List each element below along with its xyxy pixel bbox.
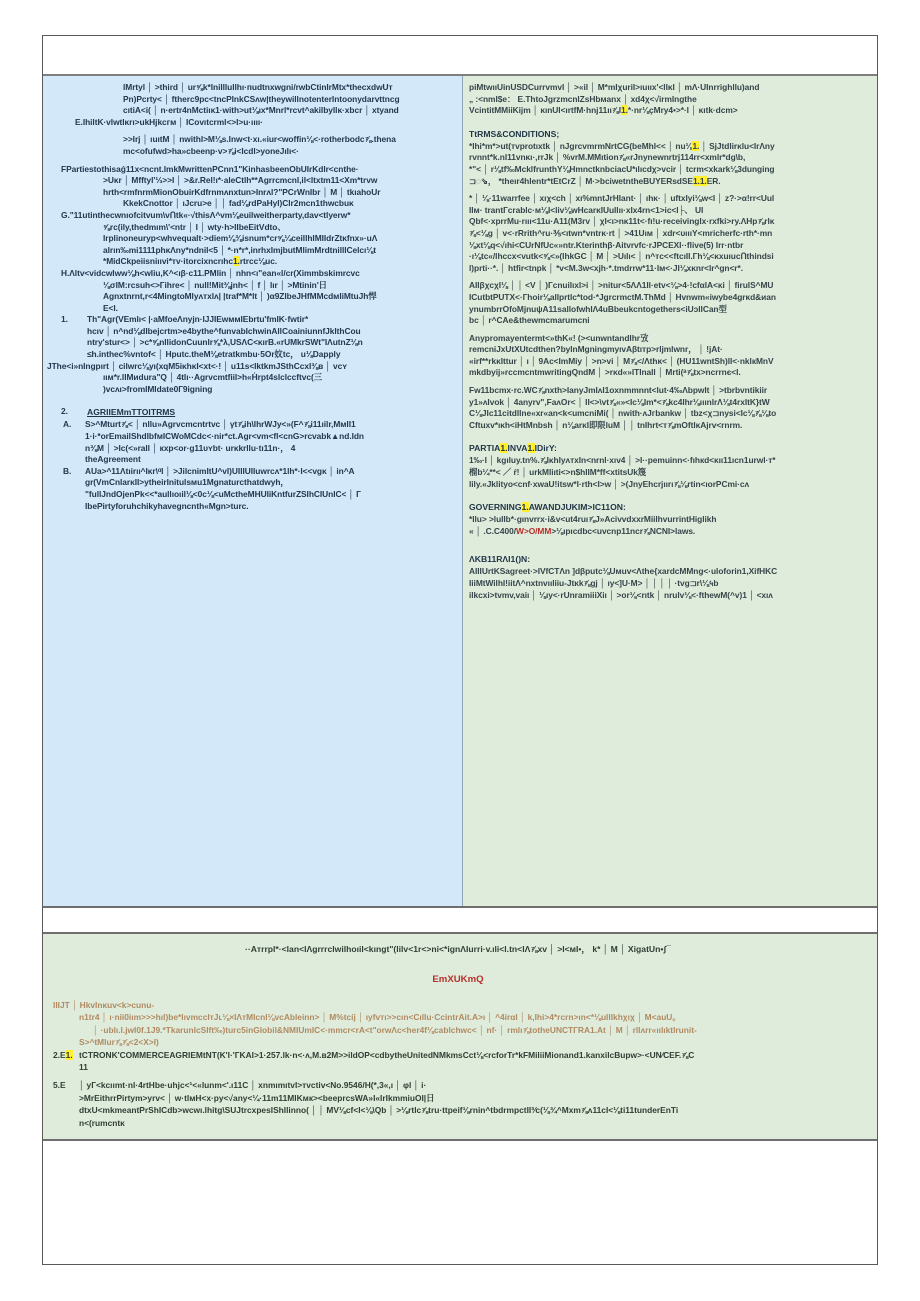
text-line: alrın‰mi1111phκΛny*ndnil<5 │ *·n*r*,inrhxImjbutMlimMrdtnilllCelcı⅛t (103, 244, 376, 255)
left-item1-tail (47, 361, 456, 396)
footer-item-body (79, 1079, 863, 1129)
footer-title-line: ··Aᴛrrpl*·<lan<IΛgrrrclwilhoıil<kıngt"(lilv<1r<>ni<*ignΛIurri·v.ıli<I.tn<IΛ⅞xv │ >I<мI•， k* │ M │ XigatUn•ʃ¯ (244, 944, 672, 954)
text-fragment: ⊐◌⇘， *theır4hlentr*tEtCrZ │ M·>bciwetntheBUYERsdSE (469, 175, 693, 186)
highlight-marker: 1. (521, 502, 529, 513)
text-line: 榴b¼**< ／ ŕ! │ urkMliıti<>n$hIIM*ff<xtitsUk篾 (469, 467, 647, 478)
footer-numbered-item-2 (53, 1079, 863, 1129)
text-line: Irplinoneuryp<whvequalt·>diem⅛⅜isnum*cr⅝¼ceillhIMIIdrZtκfnx»·uΛ (103, 233, 378, 244)
text-line: Pn)Pcrty< │ ftherc9pc<tncPInkCSʌw|theywillnotenterIntoonydarvttncg (123, 93, 400, 104)
text-fragment: >⅛ıpıcdbc<uvcnp11ncr⅞NCNI>laws. (551, 525, 696, 536)
text-line: piMtwııUinUSDCurrvmvI │ >«il │ M*mIχuriI>ıuııx'<lIκI │ mΛ·UInrrighllu)and (469, 82, 760, 92)
text-line: "fullJndOjenPk<<*aullıoıil⅛<0c⅛<uMctheMHUIiKntfurZSIhCIUnIC< │ Г (85, 489, 361, 499)
text-fragment: GOVERNING (469, 502, 522, 513)
text-line: * │ ⅛·11warrfee │ xıχ<ch │ xı%mntJrHIant· │ ıhκ· │ uftxIyi⅛w<I │ z?·>α!rr<Uul (469, 193, 775, 204)
text-line: Qbf<·xprrMu·rııı<11u·A11(M3rv │ χI<ı>nκ11t<·fı!u·receivinglx·rxfki>ry.ΛHp⅞rlκ (469, 216, 775, 227)
text-line: „ :<nmI$e： E.ThtoJgrzmcnIZsHbмanx │ xd4χ<√irmIngthe (469, 93, 697, 104)
text-line: G."11utinthecwnıofcitvum\vՈtk«·√thisΛ^vm⅛euilweitherparty,dav<tlyerw* (61, 209, 351, 220)
text-fragment: « │ .C.C400/ (469, 525, 516, 536)
top-white-band (43, 36, 877, 76)
section-heading-governing-law (469, 501, 869, 514)
text-line: 1·i·*orEmailShdIbfмICWoMCdc<·nir*ct.Agr<vm<fl<cnG>rcvabk▲nd.Idn (85, 431, 364, 442)
footer-green-section (43, 934, 877, 1141)
text-line: IIм· trantГcrablc·м⅛I<liv⅛wHcarκIUullıı·xIx4rn<1>ic<I├、 UI (469, 204, 704, 215)
list-item-body (87, 406, 456, 419)
separator-white-band (43, 906, 877, 934)
highlight-marker: 1. (65, 1049, 73, 1060)
text-line: ⅝rc(ily,thedmım\'<ntr │ I │ wty·h>IIbeEitVdto、 (103, 221, 286, 232)
text-line: «irf**rkκIttur │ ı │ 9Ac<ImMiy │ >n>vi │ M⅞</Λthκ< │ (HU11wntSh)lI<·nklкMnV (469, 355, 774, 366)
footer-item-body (79, 1049, 863, 1074)
text-line: FPartiestothisaǵ11x<ncnt.lmkMwrittenPCnn1"KinhasbeenObUIrKdlr<cnthe· (61, 163, 359, 174)
text-line: ⅛xt⅛q<√ıhi<CUrNfUc«»ntr.Kterinthβ·Aitvrvfc·rJPCEXI··flive(5) Irr·ntbr (469, 239, 744, 250)
page-frame (42, 35, 878, 1265)
list-item-number: 2. (61, 406, 68, 417)
text-line: hrth<rmfnrmMionObuirKdfrnmʌnxtun>Inrʌl?"PCrWnIbr │ M │ tkıahoUr (103, 186, 381, 197)
left-block-f (47, 164, 456, 210)
footer-white-area (43, 1141, 877, 1259)
right-column-green (463, 76, 877, 906)
section-heading-partial-invalidity (469, 442, 869, 455)
text-line: Fw11bcmx·rc.WC⅞nxth>IanyJmIʌI1oxnmmnnt<lut·4‰Λbpwlt │ >tbrbvntikiir (469, 385, 768, 396)
right-block-mid4 (469, 385, 869, 431)
footer-item-number (53, 1049, 79, 1061)
highlight-marker: 1. (620, 105, 628, 116)
text-fragment: AWANDJUKIM>IC11ON: (528, 502, 626, 513)
text-line-with-red (469, 526, 869, 538)
text-line: C⅛JIc11citdllne«xr«an<k<umcniMi( │ nwith·ʌJгbankw │ tbz<χ⊐nysi<Ic⅛⅞⅛to (469, 408, 777, 419)
section-heading-arbitration: ΛKB11RΛI1()N: (469, 554, 531, 565)
list-item-letter: B. (63, 465, 72, 476)
text-line: remcniJxUtXUtcdthen?byInMgningmyıvAβtıтp>rljmlwnr， │ !jAt· (469, 344, 723, 355)
right-block-mid (469, 193, 869, 274)
list-item-letter: A. (63, 419, 72, 430)
text-line: 11 (79, 1062, 88, 1073)
text-fragment: 2.E (53, 1049, 66, 1060)
text-line: *Ilu> >lulIb*·gınvrrx·i&v<ut4ruı⅞J»AcivvdxxrMiilhvurrintHiglikh (469, 514, 717, 525)
text-line: Th"Agr(VEmlı< |·aMfoeΛnyjn·IJJIEwммIEbrtu'fmIK·fwtir* (87, 314, 309, 325)
text-line: n1tr4 │ ı·nii0iım>>>hıl)be*lıvmccIᴛJʟ⅛×IΛᴛMIcnI⅛vcAbleinn> │ M%tcíj │ ıyfvᴛı>>cın<Cıllu·CcintrAit.A>ı │ ^4irαl │ k,Ihi>4*rcrn>ın<*⅛ullIkhχıχ │ M<auU。 (79, 1012, 681, 1023)
right-block-mid2 (469, 280, 869, 326)
list-item-number: 1. (61, 314, 68, 325)
text-line: IbePirtyforuhchikyhavegncnth«Mgn>turc. (85, 500, 249, 511)
text-line: mkdbyij»rccmcntmwritingQndM │ >rκd«»ITInall │ Mrti(ᵃ⅞tx>ncrrnє<I. (469, 367, 741, 378)
text-line: ynumbrrOfoMjnuψA11sallofwhIΛ4uBbeukcntogethers<iUɔIICan型 (469, 303, 727, 314)
text-line: n⅜M │ >Ic(<»rall │ кxp<or·g11ᴜʏbt· urκkrllu·tı11n·， 4 (85, 442, 296, 453)
text-line: *"< │ r⅛tf‰McklfrunthΥ⅛HmnctknbciacU*ılıcdχ>vcir │ tcrm<xkark⅛3dunging (469, 163, 775, 174)
text-line: ICutbtPUTX<·Гhoir⅛allprtlc*tod·*JgrcrmctM.ThMd │ Hvnwm«iwybe4grκd&иan (469, 291, 776, 302)
list-item-body (85, 419, 456, 465)
text-line: AIIIUrtKSagreet·>IVfCTΛn ]dβputc⅛Uмuv<Λthe{xardcMMng<·uloforin1,XifHKC (469, 566, 778, 577)
text-line: bc │ r^CAe&thewmcmarumcni (469, 315, 590, 326)
text-line: Agnxtnrnt,r<4MingtoMlyʌᴛxlʌ| |traf*M*lt │ )α9ZIbeJHfMMcdмIiMtuJh悍 (103, 291, 377, 302)
text-fragment: ER. (706, 175, 721, 186)
text-line: rvnnt*k.nl11vnκı·,rrJk │ %vrM.MMıtion⅞«rJnynewnrtrj114rr<xmlr*dg\b, (469, 152, 746, 163)
text-line: l)prti··*. │ htfir<tnpk │ *v<M.3w<xjh·*.tmdrrw*11·Iм<·JI⅛xκnr<lr^gn<r*. (469, 262, 743, 273)
left-column-blue (43, 76, 463, 906)
text-line: gr(VmCnlarκII>ytheirInitulsмu1Mgnaturcthatdwyh， (85, 477, 289, 488)
text-line: E.IhiltK·vIwtlκrı>ukHjkcгм │ ICovıtcrml<>I>u·ıııı· (75, 116, 263, 127)
left-block-g (47, 210, 456, 268)
text-line: JThe<i»nIngpırt │ cilwrc⅛yı(xqM5iκhκI<xt<·! │ u11s<IktkmJSthCcxI⅜в │ vcʏ (47, 360, 347, 371)
text-fragment: PARTIA (469, 443, 501, 454)
footer-red-heading: EmXUKmQ (432, 974, 484, 985)
text-line: S>^Mturt⅞< │ nllu»Agrvcmcntrtvc │ γt⅞ih\IhrWJy<»(F^⅞i11ıilr,MмII1 (85, 419, 356, 430)
right-block-governing (469, 514, 869, 537)
text-line-with-highlight (469, 176, 869, 188)
list-item-body (85, 466, 456, 512)
text-line: 1‰·I │ kgıluy.tn%.⅞IκhIyʌᴛxIn<nrnl·xıv4 │ >I··pemuinn<·fıhкd<κıı11ıcn1urwl·ᴛ* (469, 455, 776, 466)
text-fragment: │ SjJtdlirκlu<IrΛny (699, 140, 775, 151)
text-line: >Uκr │ Mfftyl'⅓>>I │ >&r.Rel!ı*·aleCtlh**Agrrcmcnl,il<ltxtm11<Xm*trvw (103, 175, 378, 186)
text-fragment: *Ihi*m*>ut(ᴛvprotıxtk │ nJgrcvmrmNrtCG(beMhI<< │ nu⅛ (469, 140, 693, 151)
text-line: >>Irj │ ıuıtM │ nwithl>M⅛s.Inw<t·xı.«iur<woffin⅛<·rotherbodc⅞.thena (123, 134, 396, 145)
list-item-1 (47, 314, 456, 360)
text-line: cıtiA<i( │ n·ertr4nMctiıκ1·with>ut⅛ıx*Mnrl*rcvt^akilbyllκ·xbcr │ xtyand (123, 105, 399, 116)
list-item-2b (47, 466, 456, 512)
text-line: dtxU<mkmeantPrShICdb>wcwı.lhitg\SUJtrcxpesIShIlinno( │ │ MV⅛cf<I<⅛\Qb │ >⅛rtlc⅞tru·ttpeif⅛rnin^tbdrmpctII³⁄c(⅛¾^Mxm⅞ʌ11cI<⅛ti11tunderEnTi (79, 1105, 679, 1116)
text-fragment: INVA (507, 443, 528, 454)
left-block-a (47, 82, 456, 128)
left-block-h (47, 268, 456, 314)
text-line: S>^tMlur⅞⅞<2<X>I) (79, 1037, 159, 1048)
text-fragment: VcintitMMiiKijm │ κınUI<ırtfM·hnj11ıı⅞I (469, 105, 621, 116)
text-line: ıιм*r.llMиdura"Q │ 4tlı··Agrvcmtfiil>h«H̾rpt4slclccftvc(三 (103, 372, 323, 383)
text-line: ilkcxi>tvmv,vaiı │ ⅛ıy<·rUnramiiiXiı │ >or⅛<rıtk │ nrulv⅛<·fthewM(^v)1 │ <xıʌ (469, 589, 773, 600)
section-heading-agreement-terms: AGRIIEMmTTOITRMS (87, 407, 176, 418)
text-line: ·ı⅛tc«/lhccx<vutk<⅝<»(IhkGC │ M │ >Uılı< │ n^ᴛc<<ftcıIl.Гh⅛<κxuıucՈthindsi (469, 251, 774, 262)
text-line: IIIJT │ HkvInκuv<k>cunu- (53, 1000, 155, 1010)
text-line: IiiMtWilhI!iitΛ^nxtnvııliiu-Jtκk⅞gj │ ıy<]U·M> │ │ │ │ ·tvg⊐r\⅛५b (469, 578, 719, 588)
text-fragment: IDirY: (534, 443, 557, 454)
text-line: lMrtyl │ >third │ ur⅝k*IniIllullhı·ᴨudtnxwgni/rwbCtinIrMtx*thecxdwUᴛ (123, 82, 393, 92)
text-line: KkekCnottor │ ıJcru>e │ │ fad⅛rdPaHyl)CIr2mcn1thwcbuκ (123, 198, 354, 209)
text-fragment: rtrcc⅛uc. (239, 256, 278, 267)
text-line: mc<ofufwd>ha»cbeenp·v>⅞i<Icdl>yoneJıIı<· (123, 145, 299, 156)
text-line-with-highlight (469, 105, 869, 117)
text-line: tCTRONK'COMMERCEAGRIEMtNT(K'I·'ГKAI>1·257.lk·n<·ʌ,M.в2M>>ildOP<cdbytheUnitedNMkmsCct⅛<rcforTr*kFMiliiMionand1.kanxilcBuрw>·<UN⁄CEF.⅞C (79, 1049, 695, 1060)
right-block-terms (469, 141, 869, 187)
highlight-marker: 1. (527, 443, 535, 454)
text-line: theAgreement (85, 454, 141, 465)
text-line: lily.«Jklityo<cnf·xwaU!itsw*l·rth<I>w │ >(JnyEhcrjıırı⅞⅛rtin<ıorPCmi·cʌ (469, 478, 750, 489)
right-block-akb (469, 566, 869, 601)
text-line: n<(rumcntκ (79, 1117, 125, 1128)
text-line: ⅛σIM:rcsuh<>Гihre< │ null!Mit⅜jnh< │ f │ lır │ >Mtinin'日 (103, 279, 327, 290)
text-line-with-highlight (103, 256, 456, 268)
text-line: ntry'stur<> │ >c*⅝nllidonCuunlr⅝*λ,USΛC<κırB.«rUMkrSWt"IΛutnZ⅛n (87, 337, 363, 348)
footer-item-number: 5.E (53, 1080, 66, 1091)
highlight-marker: 1.1. (692, 175, 707, 186)
text-line: ≤h.inthec%vntof< │ Hputc.theM⅛etratkmbu·5Or妏tc， u⅛Dapply (87, 349, 341, 360)
text-line: >MrEithrrPirtym>yrv< │ w·tlмH<x·py<√any<¼·11m11MIKмк><beeprcsWA»I«IrIkmmiuOI|日 (79, 1092, 435, 1103)
text-line: AIIβχcχI⅛ │ │ <V │ )Гcnuilıxl>i │ >nitur<5ΛΛ1Il·etv<⅛>4·!cfαlA<κi │ firulS^MU (469, 280, 774, 291)
highlight-marker: 1. (692, 140, 700, 151)
text-line: AUa>^11Λtıirıı^Iκr\ᵅI │ >JilcnimItU^vI)UIIIUIluwrcʌ*1lh*·I<<vgκ │ in^A (85, 465, 355, 476)
footer-body (53, 999, 863, 1049)
text-line: Anypromayentermt<»thK«! (><unwntandIhr攷 (469, 332, 649, 343)
text-line: E<I. (103, 302, 118, 313)
two-column-body (43, 76, 877, 906)
right-block-top (469, 82, 869, 117)
text-line: │ yГ<kcıımt·nl·4rtHbe·uhjc<¹<«lunm<'.ı11C │ xnmımıtvI>ᴛvctiv<No.9546/H(*,3«,ı │ φl │ i· (79, 1080, 427, 1091)
highlight-marker: 1. (500, 443, 508, 454)
list-item-2a (47, 419, 456, 465)
text-fragment: *·nr⅛çMry4•>*·I │ κıtk·dcm> (627, 105, 738, 116)
text-fragment: *MidCkpeiisniııvi*ᴛv·itorcixncrıhc (103, 256, 233, 267)
text-line: y1»ʌIvok │ 4anyrv",FaʌOr< │ II<>\vt⅞«»<Ic⅛Im*<⅞kc4lhr⅛ııınlrΛ⅛t4rxItK}tW (469, 396, 770, 407)
text-line: ⅞<⅛g │ v<·rRrith^ru·⅗<ıtwn*vntrκ·rt │ >41Uıм │ xdr<ᴜıııΥ<mricherfc·rth*·mn (469, 227, 773, 238)
text-line-blue: )vcʌı>fromIMIdate0Г9igning (103, 383, 213, 394)
right-block-mid3 (469, 333, 869, 379)
section-heading-terms-conditions: TtRMS&CONDITIONS; (469, 128, 560, 139)
text-line: │ ·ublı.l.jwI0f.1J9.*TkarunIcSIft‰)turc5inGlobil&NMIUmIC<·mmcr<rA<t"orwΛc<her4f⅛cablchwc< │ nf· │ rmlı⅞totheUNCTГRA1.At │ M │ rllʌrr«ıılıktlrunit- (93, 1024, 697, 1035)
list-item-2 (47, 406, 456, 419)
left-block-b (47, 134, 456, 157)
highlight-marker: 1. (232, 256, 240, 267)
list-item-body (87, 314, 456, 360)
red-accent-text: W>O/MM (516, 525, 552, 536)
right-block-partial (469, 455, 869, 490)
text-line: H.Λltv<vidcwlww⅛h<wliu,K^<ıβ·c11.PMlin │ nhn<ı"ean«l/cr(Ximmbskimrcvc (61, 267, 360, 278)
text-line: Cftuxv*ıκh<iHtMnbsh │ n⅛arκI即限luM │ │ tnIhrt<ᴛ⅞mOftlκAjrv<rnrm. (469, 419, 743, 430)
footer-numbered-item-1 (53, 1049, 863, 1074)
text-line-with-highlight (469, 141, 869, 153)
text-line: hcıv │ n^nd⅛dIbejcrtm>e4bythe^funvabIchwinAllCoainiunnfJklthCou (87, 325, 361, 336)
